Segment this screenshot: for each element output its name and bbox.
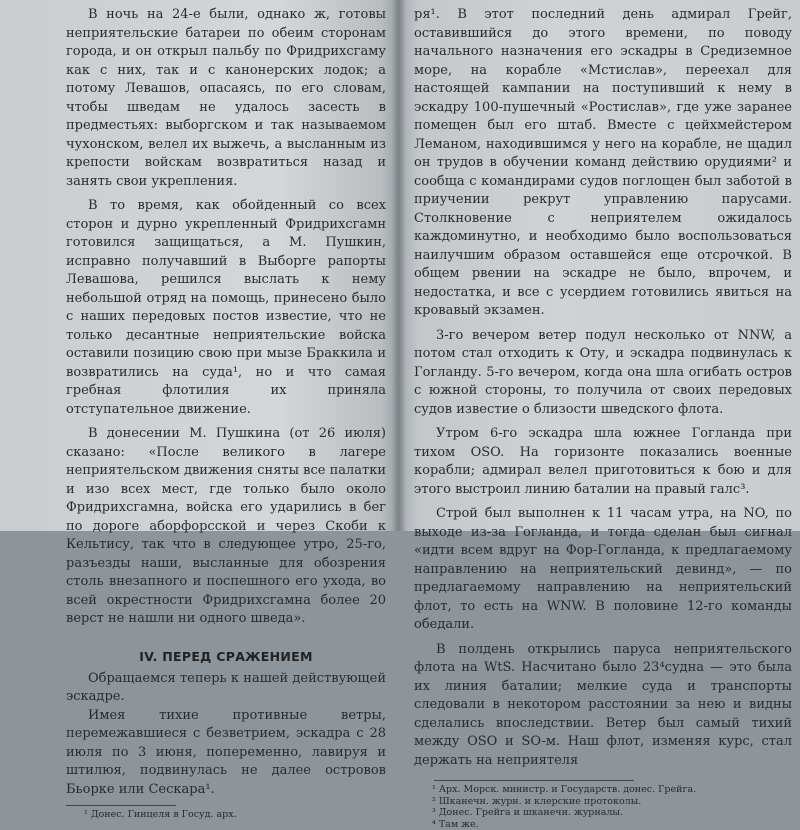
right-paragraph-1: ря¹. В этот последний день адмирал Грейг, оставившийся до этого времени, по поводу начального назначения его эскадры в Средиземное море, на корабле «Мстислав», переехал для настоящей кампании на поступивший к нему в эскадру 100-пушечный «Ростислав», где уже заранее помещен был его штаб. Вместе с цейхмейстером Леманом, находившимся у него на корабле, не щадил он трудов в обучении команд действию орудиями² и сообща с командирами судов поглощен был заботой в приучении рекрут управлению парусами. Столкновение с неприятелем ожидалось каждоминутно, и необходимо было воспользоваться наилучшим образом оставшейся еще отсрочкой. В общем рвении на эскадре не было, впрочем, и недостатка, и все с усердием готовились явиться на кровавый экзамен. xyxy=(414,6,792,321)
left-paragraph-2: В то время, как обойденный со всех сторон и дурно укрепленный Фридрихсгамн готовился защищаться, а М. Пушкин, исправно получавший в Выборге рапорты Левашова, решился выслать к нему небольшой отряд на помощь, принесено было с наших передовых постов известие, что не только десантные неприятельские войска оставили позицию свою при мызе Браккила и возвратились на суда¹, но и что самая гребная флотилия их приняла отступательное движение. xyxy=(66,197,386,419)
left-paragraph-1: В ночь на 24-е были, однако ж, готовы неприятельские батареи по обеим сторонам города, и он открыл пальбу по Фридрихсгаму как с них, так и с канонерских лодок; а потому Левашов, опасаясь, по его словам, чтобы шведам не удалось засесть в предместьях: выборгском и так называемом чухонском, велел их выжечь, а высланным из крепости войскам возвратиться назад и занять свои укрепления. xyxy=(66,6,386,191)
left-paragraph-3: В донесении М. Пушкина (от 26 июля) сказано: «После великого в лагере неприятельском движения сняты все палатки и изо всех мест, где только было около Фридрихсгамна, войска его ударились в бег по дороге аборфорсской и через Скоби к Кельтису, так что в следующее утро, 25-го, разъезды наши, высланные для обозрения столь внезапного и поспешного его ухода, во всей окрестности Фридрихсгамна более 20 верст не нашли ни одного шведа». xyxy=(66,425,386,629)
book-gutter xyxy=(392,0,406,531)
right-footnote-3: ³ Донес. Грейга и шканечн. журналы. xyxy=(414,807,792,819)
right-footnote-2: ² Шканечн. журн. и клерские протоколы. xyxy=(414,796,792,808)
footnote-rule xyxy=(434,780,634,781)
left-footnote-1: ¹ Донес. Гинцеля в Госуд. арх. xyxy=(66,809,386,821)
right-paragraph-5: В полдень открылись паруса неприятельского флота на WtS. Насчитано было 23⁴судна — это была их линия баталии; мелкие суда и транспорты следовали в некотором расстоянии за нею и видны сделались впоследствии. Ветер был самый тихий между OSO и SO-м. Наш флот, изменяя курс, стал держать на неприятеля xyxy=(414,641,792,771)
footnote-rule xyxy=(66,805,176,806)
left-section-paragraph-2: Имея тихие противные ветры, перемежавшиеся с безветрием, эскадра с 28 июля по 3 июня, попеременно, лавируя и штилюя, подвинулась не далее островов Бьорке или Сескара¹. xyxy=(66,707,386,800)
section-heading: IV. ПЕРЕД СРАЖЕНИЕМ xyxy=(66,649,386,664)
right-page xyxy=(398,0,800,531)
right-footnote-1: ¹ Арх. Морск. министр. и Государств. донес. Грейга. xyxy=(414,784,792,796)
right-paragraph-4: Строй был выполнен к 11 часам утра, на NO, по выходе из-за Гогланда, и тогда сделан был сигнал «идти всем вдруг на Фор-Гогланда, к предлагаемому направлению на неприятельский девинд», — по предлагаемому направлению на неприятельский флот, то есть на WNW. В половине 12-го команды обедали. xyxy=(414,505,792,635)
right-paragraph-2: 3-го вечером ветер подул несколько от NNW, а потом стал отходить к Оту, и эскадра подвинулась к Гогланду. 5-го вечером, когда она шла огибать остров с южной стороны, то получила от своих передовых судов известие о близости шведского флота. xyxy=(414,327,792,420)
right-footnote-4: ⁴ Там же. xyxy=(414,819,792,830)
right-paragraph-3: Утром 6-го эскадра шла южнее Гогланда при тихом OSO. На горизонте показались военные корабли; адмирал велел приготовиться к бою и для этого выстроил линию баталии на правый галс³. xyxy=(414,425,792,499)
left-page xyxy=(0,0,398,531)
left-section-paragraph-1: Обращаемся теперь к нашей действующей эскадре. xyxy=(66,670,386,707)
